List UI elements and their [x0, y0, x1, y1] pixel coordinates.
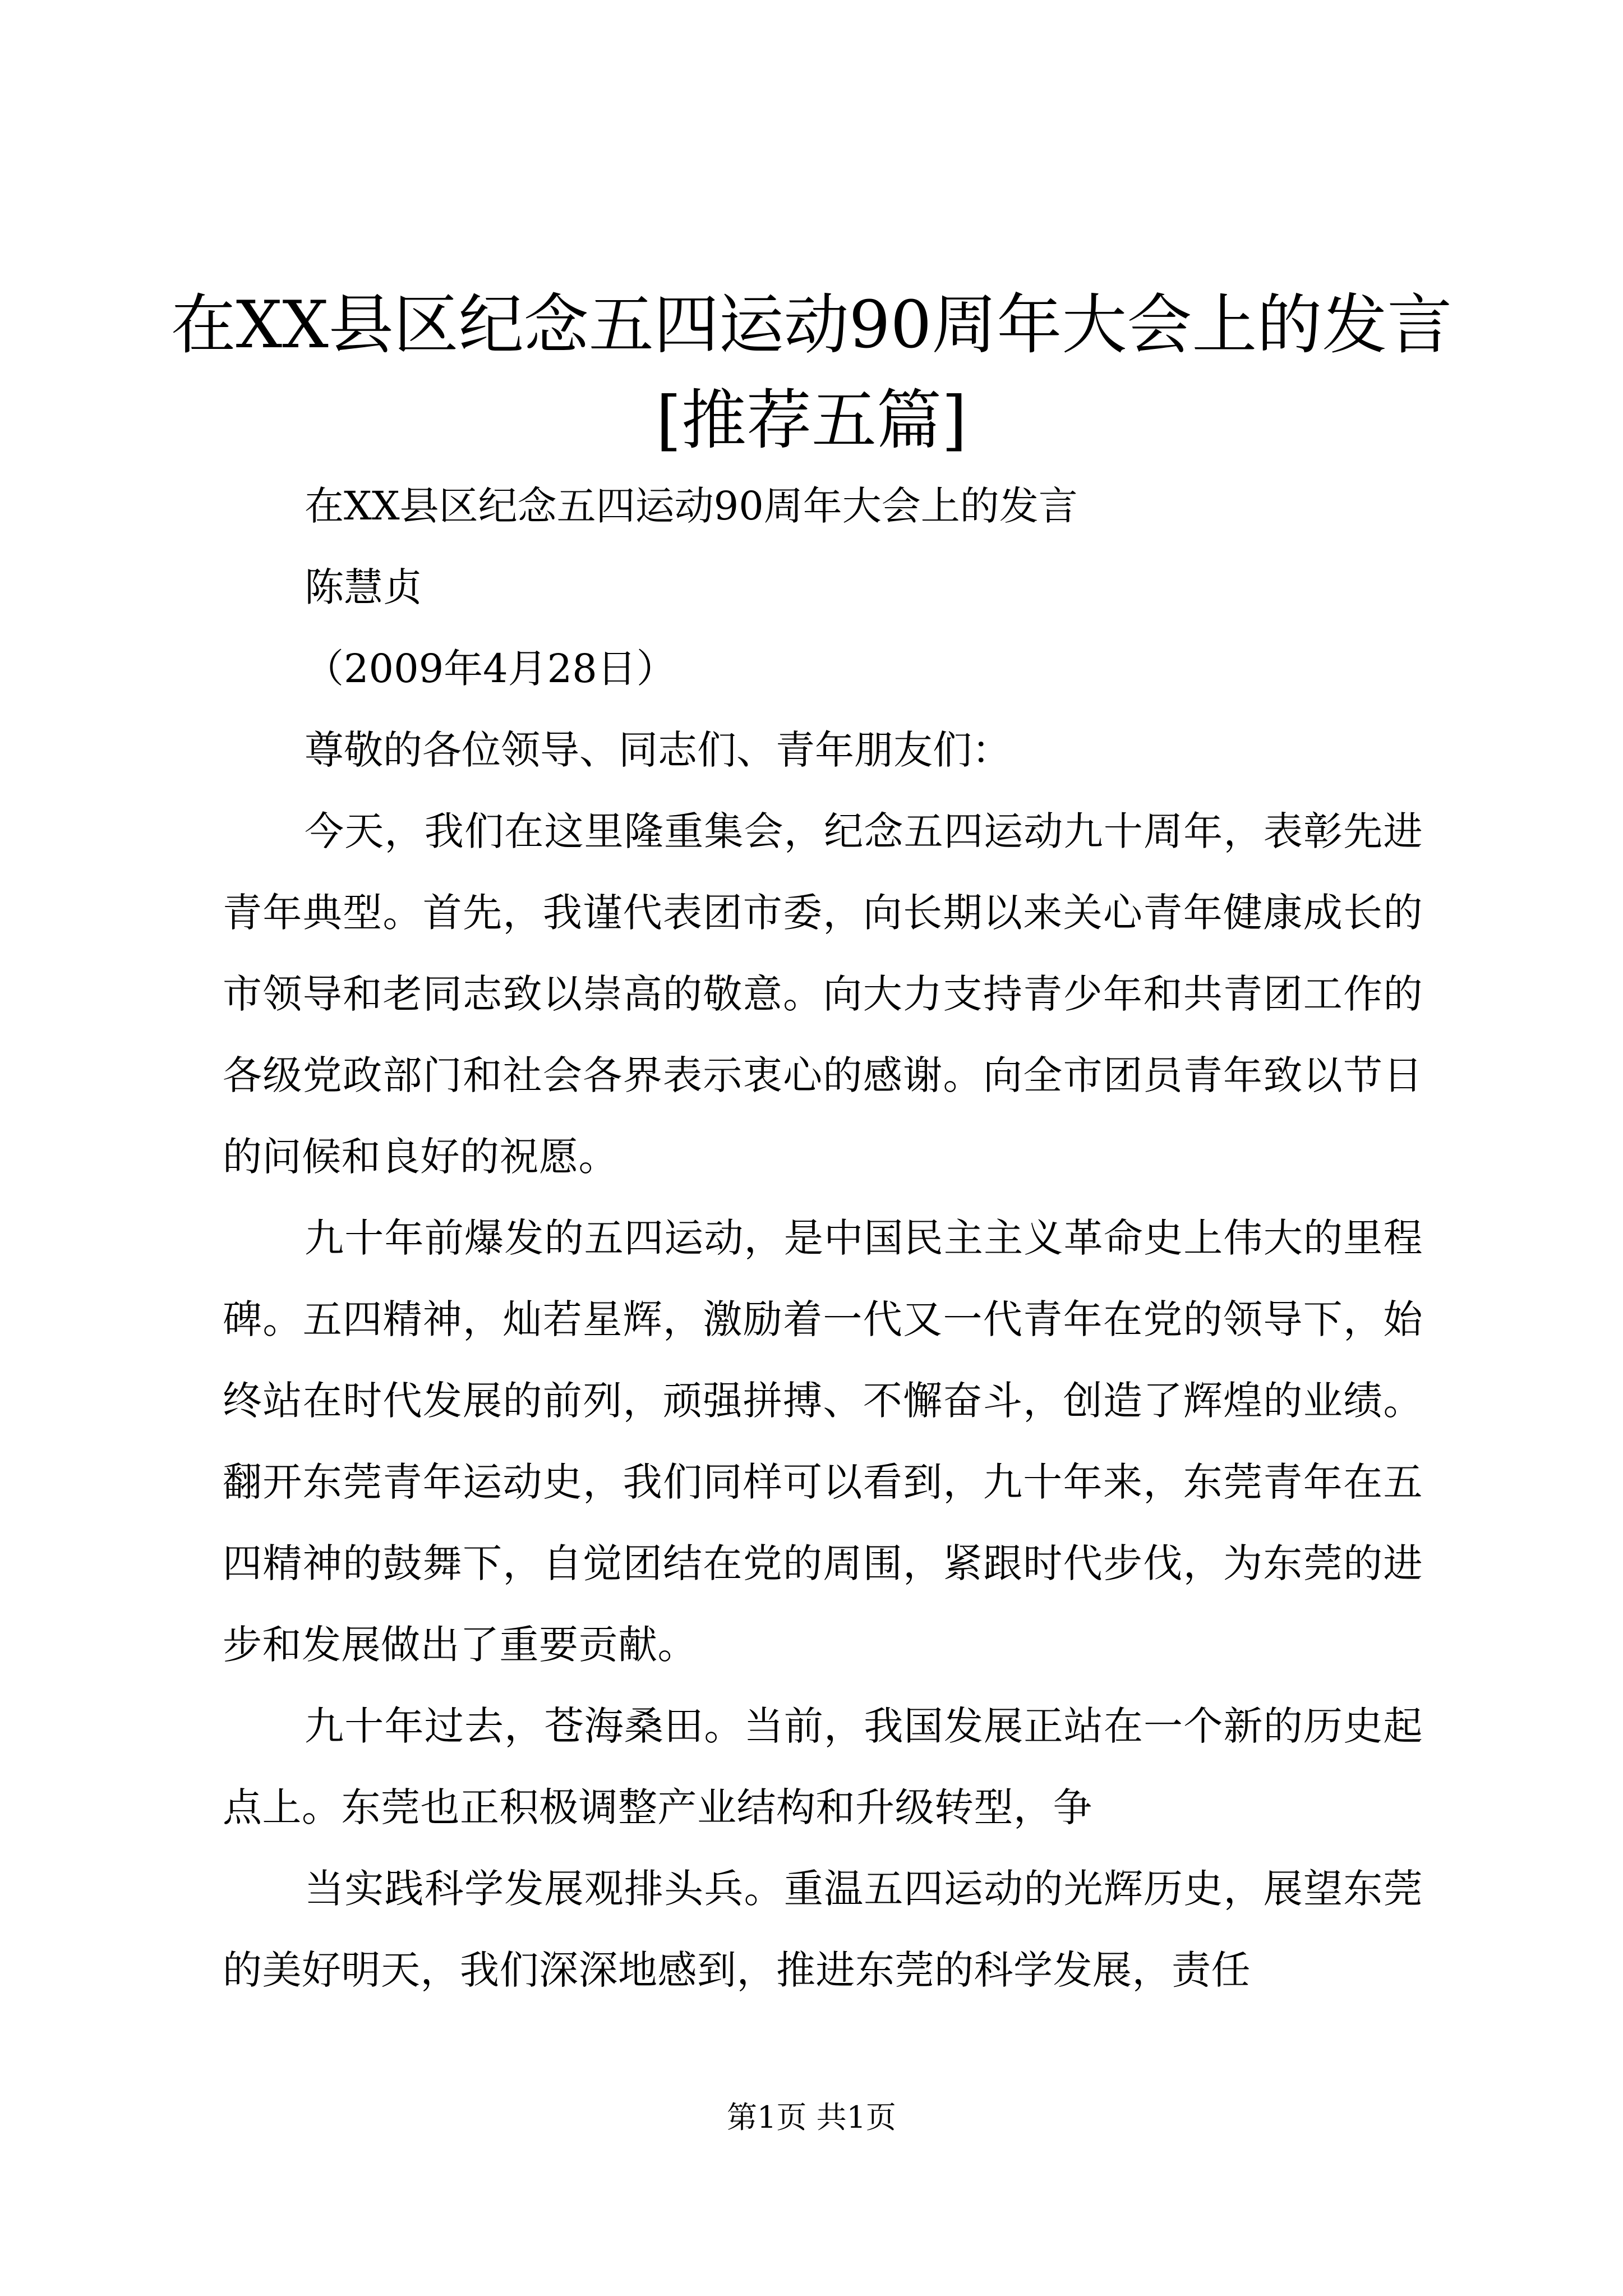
document-subtitle: 在XX县区纪念五四运动90周年大会上的发言 — [305, 483, 1078, 529]
paragraph-1: 今天，我们在这里隆重集会，纪念五四运动九十周年，表彰先进青年典型。首先，我谨代表团市委，向长期以来关心青年健康成长的市领导和老同志致以崇高的敬意。向大力支持青少年和共青团工作的各级党政部门和社会各界表示衷心的感谢。向全市团员青年致以节日的问候和良好的祝愿。 — [223, 808, 1423, 1180]
document-author: 陈慧贞 — [305, 564, 422, 610]
page-footer: 第1页 共1页 — [727, 2100, 896, 2135]
paragraph-4: 当实践科学发展观排头兵。重温五四运动的光辉历史，展望东莞的美好明天，我们深深地感到，推进东莞的科学发展，责任 — [223, 1866, 1423, 1993]
paragraph-2: 九十年前爆发的五四运动，是中国民主主义革命史上伟大的里程碑。五四精神，灿若星辉，激励着一代又一代青年在党的领导下，始终站在时代发展的前列，顽强拼搏、不懈奋斗，创造了辉煌的业绩。翻开东莞青年运动史，我们同样可以看到，九十年来，东莞青年在五四精神的鼓舞下，自觉团结在党的周围，紧跟时代步伐，为东莞的进步和发展做出了重要贡献。 — [223, 1215, 1423, 1668]
document-body — [223, 466, 1423, 2011]
document-date: （2009年4月28日） — [305, 646, 676, 692]
title-line-1: 在XX县区纪念五四运动90周年大会上的发言 — [170, 287, 1453, 363]
document-title — [168, 278, 1455, 468]
document-salutation: 尊敬的各位领导、同志们、青年朋友们： — [305, 727, 1011, 773]
title-line-2: [推荐五篇] — [656, 383, 967, 458]
paragraph-3: 九十年过去，苍海桑田。当前，我国发展正站在一个新的历史起点上。东莞也正积极调整产业结构和升级转型，争 — [223, 1703, 1423, 1830]
